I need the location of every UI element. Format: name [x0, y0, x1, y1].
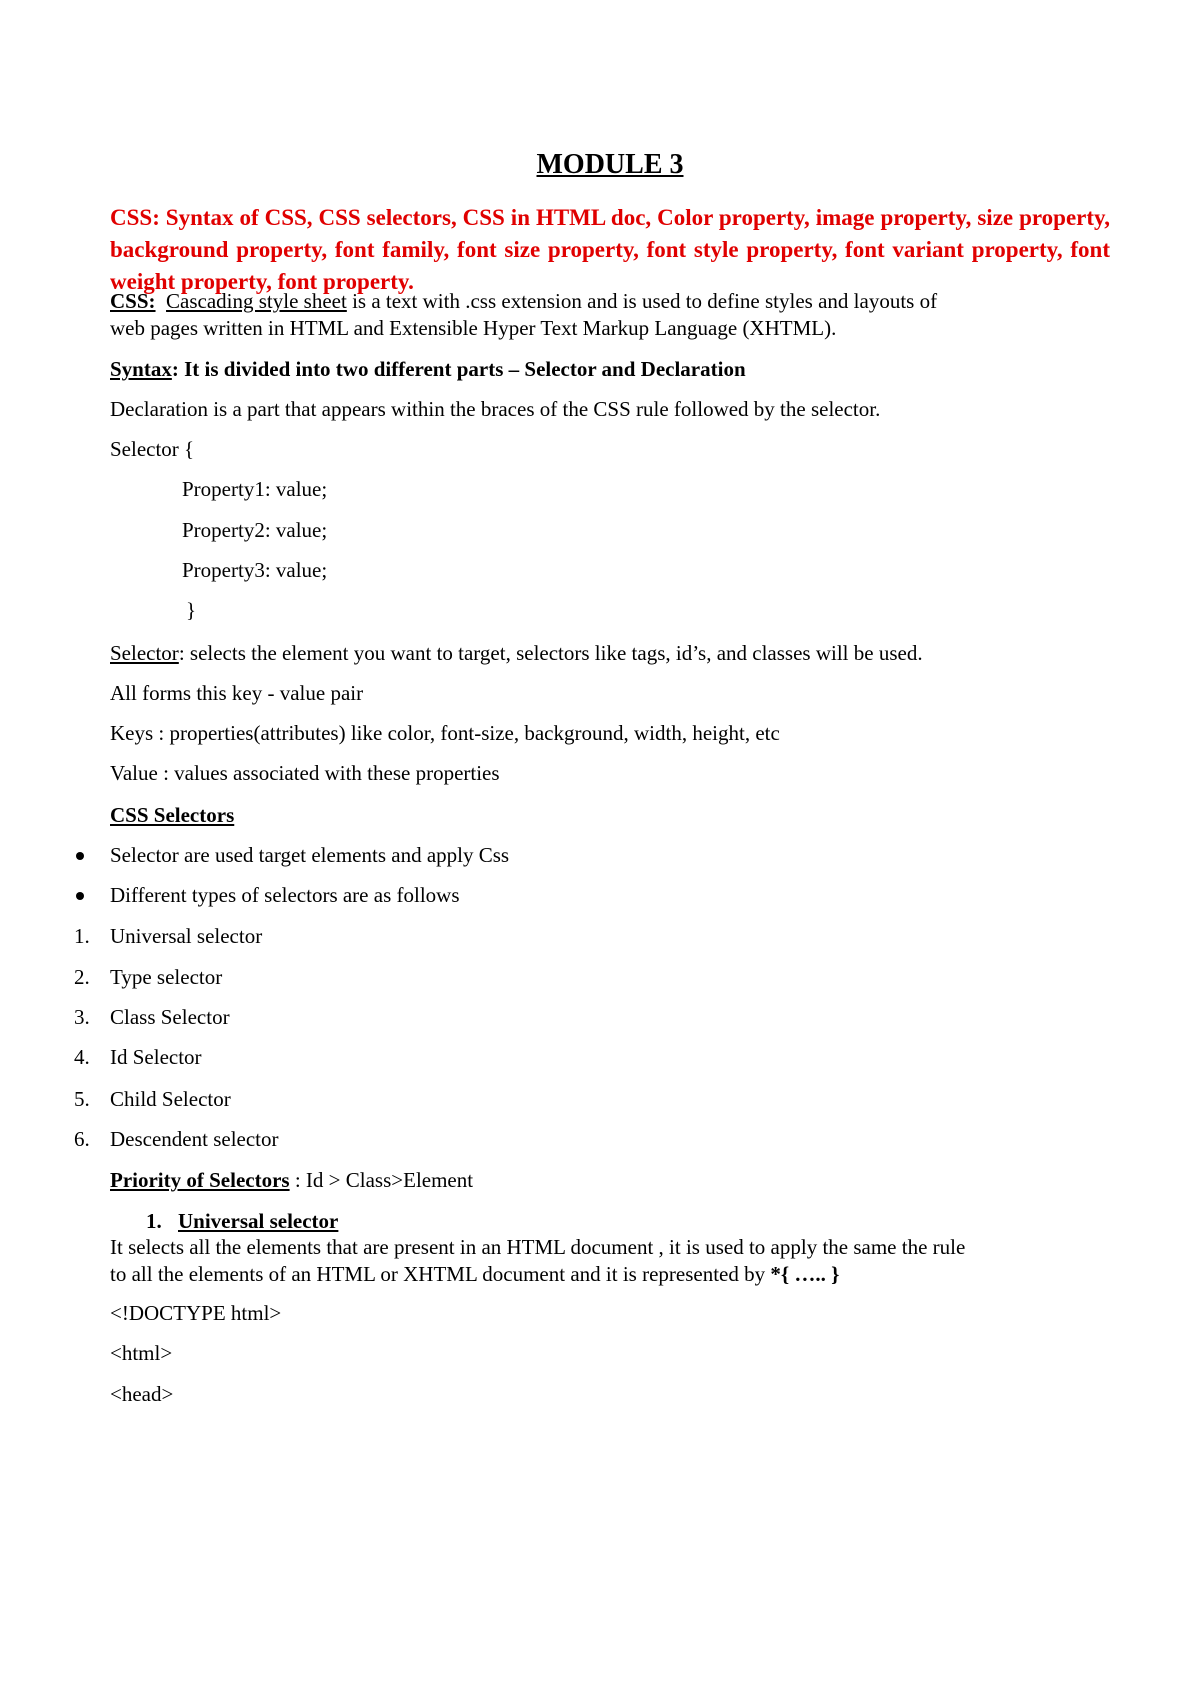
list-label: Id Selector	[110, 1045, 202, 1069]
priority-label: Priority of Selectors	[110, 1168, 290, 1192]
list-item	[74, 1086, 231, 1113]
priority-text: : Id > Class>Element	[289, 1168, 474, 1192]
bullet-text: Different types of selectors are as follows	[110, 883, 460, 907]
selector-definition-text: : selects the element you want to target, selectors like tags, id’s, and classes will be used.	[178, 641, 923, 665]
code-line: <head>	[110, 1382, 174, 1406]
list-item	[74, 1126, 279, 1153]
module-topics: CSS: Syntax of CSS, CSS selectors, CSS in HTML doc, Color property, image property, size property, background property, font family, font size property, font style property, font variant property, font weight property, font property.	[110, 205, 1110, 294]
universal-title: Universal selector	[178, 1209, 339, 1233]
key-value-text: All forms this key - value pair	[110, 681, 364, 705]
priority-line	[110, 1167, 473, 1194]
syntax-line	[110, 356, 746, 383]
list-item	[74, 1004, 230, 1031]
code-line: <!DOCTYPE html>	[110, 1301, 282, 1325]
list-number: 1.	[74, 924, 90, 948]
css-definition-text: is a text with .css extension and is used to define styles and layouts of	[346, 289, 938, 313]
code-selector-open: Selector {	[110, 437, 195, 461]
code-property3: Property3: value;	[182, 558, 328, 582]
selector-label: Selector	[110, 641, 179, 665]
universal-symbol: *{ ….. }	[770, 1262, 840, 1286]
universal-number: 1.	[146, 1209, 162, 1233]
bullet-item	[110, 882, 460, 909]
code-line: <html>	[110, 1341, 173, 1365]
page-title: MODULE 3	[536, 149, 684, 180]
list-item	[74, 1044, 202, 1071]
universal-line2: to all the elements of an HTML or XHTML document and it is represented by	[110, 1262, 771, 1286]
list-number: 6.	[74, 1127, 90, 1151]
universal-line1: It selects all the elements that are present in an HTML document , it is used to apply the same the rule	[110, 1235, 966, 1259]
css-label: CSS:	[110, 289, 156, 313]
list-number: 4.	[74, 1045, 90, 1069]
list-label: Class Selector	[110, 1005, 230, 1029]
list-label: Universal selector	[110, 924, 263, 948]
code-close-brace: }	[186, 598, 197, 622]
selector-definition	[110, 640, 923, 667]
list-label: Child Selector	[110, 1087, 231, 1111]
declaration-text: Declaration is a part that appears within the braces of the CSS rule followed by the selector.	[110, 397, 881, 421]
syntax-label: Syntax	[110, 357, 172, 381]
css-definition-line2: web pages written in HTML and Extensible Hyper Text Markup Language (XHTML).	[110, 316, 837, 340]
list-number: 5.	[74, 1087, 90, 1111]
bullet-icon	[76, 892, 84, 900]
list-item	[74, 923, 263, 950]
css-term: Cascading style sheet	[166, 289, 347, 313]
keys-text: Keys : properties(attributes) like color, font-size, background, width, height, etc	[110, 721, 780, 745]
list-item	[74, 964, 223, 991]
list-number: 2.	[74, 965, 90, 989]
document-page	[74, 0, 1110, 1696]
universal-description	[110, 1234, 1110, 1288]
list-label: Descendent selector	[110, 1127, 279, 1151]
bullet-text: Selector are used target elements and apply Css	[110, 843, 510, 867]
css-selectors-heading: CSS Selectors	[110, 803, 235, 827]
bullet-item	[110, 842, 509, 869]
code-property2: Property2: value;	[182, 518, 328, 542]
css-definition	[110, 288, 1110, 342]
code-property1: Property1: value;	[182, 477, 328, 501]
bullet-icon	[76, 852, 84, 860]
list-number: 3.	[74, 1005, 90, 1029]
syntax-text: : It is divided into two different parts – Selector and Declaration	[171, 357, 746, 381]
values-text: Value : values associated with these properties	[110, 761, 500, 785]
list-label: Type selector	[110, 965, 223, 989]
